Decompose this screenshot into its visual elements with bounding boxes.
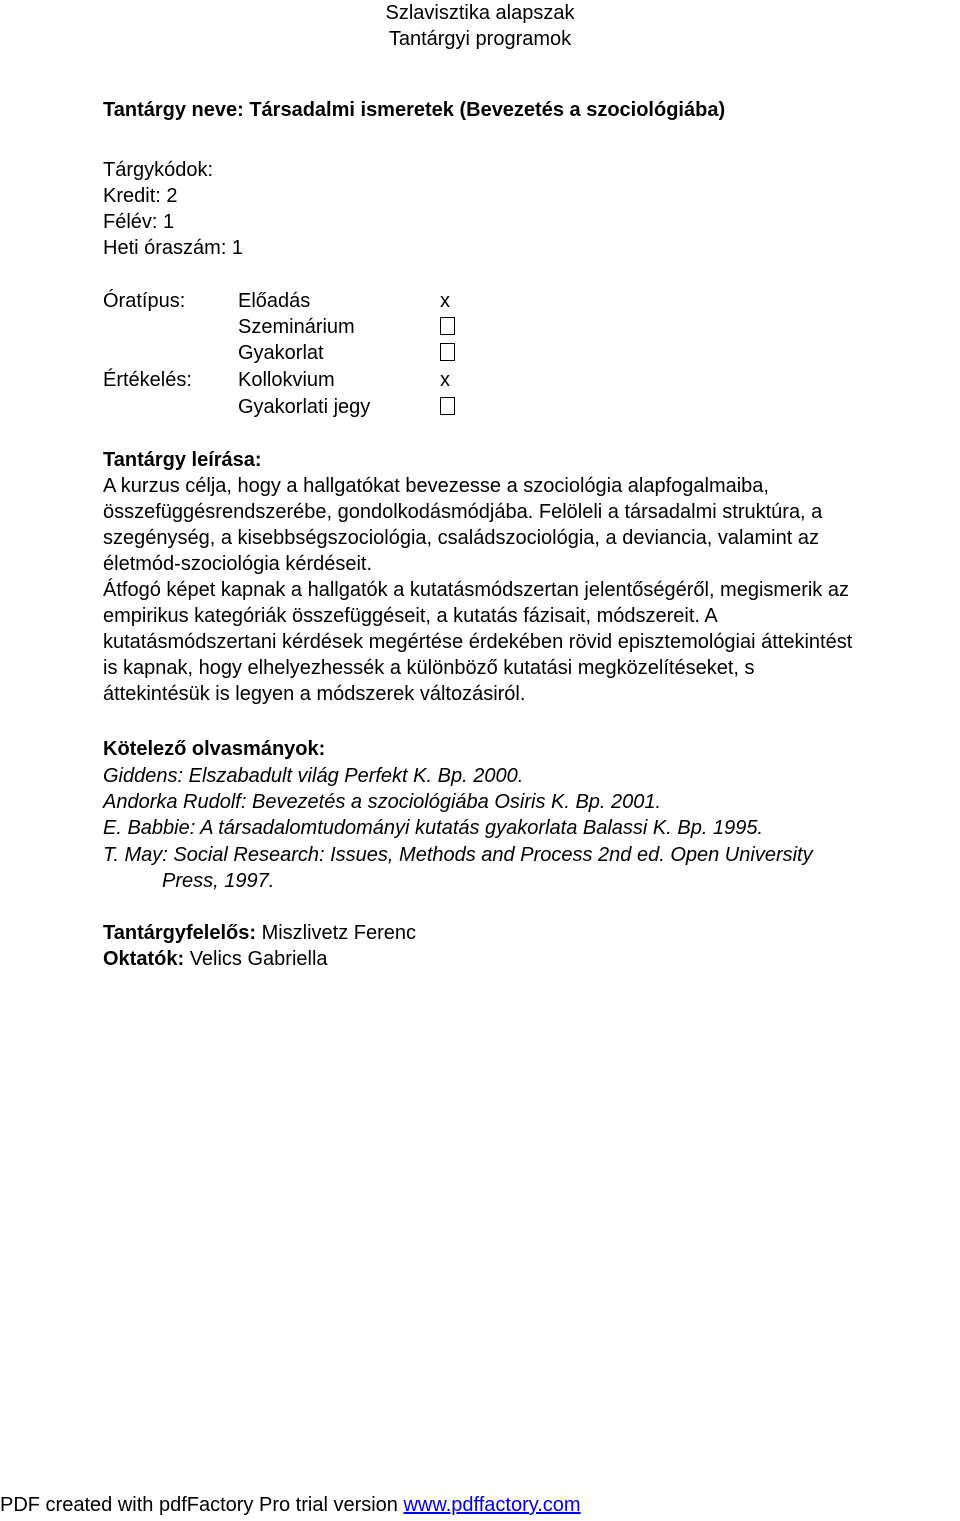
readings-heading: Kötelező olvasmányok: (103, 738, 326, 760)
reading-item: T. May: Social Research: Issues, Methods and Process 2nd ed. Open University (103, 844, 813, 866)
type-row-mark: x (440, 369, 450, 391)
description-line: Átfogó képet kapnak a hallgatók a kutatásmódszertan jelentőségéről, megismerik az (103, 579, 849, 601)
description-line: A kurzus célja, hogy a hallgatókat bevezesse a szociológia alapfogalmaiba, (103, 475, 769, 497)
course-hours: Heti óraszám: 1 (103, 237, 244, 259)
footer-link[interactable]: www.pdffactory.com (403, 1494, 581, 1516)
type-row-checkbox (440, 340, 455, 366)
course-credit: Kredit: 2 (103, 185, 178, 207)
course-codes: Tárgykódok: (103, 159, 214, 181)
description-line: összefüggésrendszerébe, gondolkodásmódjába. Felöleli a társadalmi struktúra, a (103, 501, 823, 523)
description-line: kutatásmódszertani kérdések megértése érdekében rövid episztemológiai áttekintést (103, 631, 853, 653)
description-line: empirikus kategóriák összefüggéseit, a kutatás fázisait, módszereit. A (103, 605, 718, 627)
type-row-checkbox (440, 314, 455, 340)
type-row-label: Szeminárium (238, 316, 355, 338)
type-row-label: Gyakorlat (238, 342, 324, 364)
type-row-label: Gyakorlati jegy (238, 396, 371, 418)
empty-checkbox-icon (440, 397, 455, 415)
reading-item-continuation: Press, 1997. (162, 870, 275, 892)
footer-text: PDF created with pdfFactory Pro trial version (0, 1494, 404, 1516)
empty-checkbox-icon (440, 317, 455, 335)
description-heading: Tantárgy leírása: (103, 449, 262, 471)
type-row-checkbox (440, 394, 455, 420)
type-row-mark: x (440, 290, 450, 312)
eval-label: Értékelés: (103, 369, 192, 391)
responsible-label: Tantárgyfelelős: (103, 922, 256, 944)
pdf-footer (0, 1492, 581, 1518)
description-line: szegénység, a kisebbségszociológia, családszociológia, a deviancia, valamint az (103, 527, 819, 549)
type-label: Óratípus: (103, 290, 186, 312)
empty-checkbox-icon (440, 343, 455, 361)
course-semester: Félév: 1 (103, 211, 175, 233)
type-row-label: Előadás (238, 290, 311, 312)
course-name-label: Tantárgy neve: (103, 99, 244, 121)
reading-item: E. Babbie: A társadalomtudományi kutatás gyakorlata Balassi K. Bp. 1995. (103, 817, 763, 839)
reading-item: Giddens: Elszabadult világ Perfekt K. Bp. 2000. (103, 765, 524, 787)
course-name-value: Társadalmi ismeretek (Bevezetés a szociológiába) (249, 99, 726, 121)
type-row-label: Kollokvium (238, 369, 335, 391)
description-body (103, 473, 960, 707)
responsible-value: Miszlivetz Ferenc (261, 922, 417, 944)
description-line: életmód-szociológia kérdéseit. (103, 553, 373, 575)
teachers-value: Velics Gabriella (189, 948, 328, 970)
header-line-1: Szlavisztika alapszak (385, 2, 575, 24)
description-line: áttekintésük is legyen a módszerek változásiról. (103, 683, 526, 705)
teachers-label: Oktatók: (103, 948, 185, 970)
header-line-2: Tantárgyi programok (388, 28, 572, 50)
responsible (103, 920, 416, 946)
teachers (103, 946, 328, 972)
description-line: is kapnak, hogy elhelyezhessék a különböző kutatási megközelítéseket, s (103, 657, 755, 679)
reading-item: Andorka Rudolf: Bevezetés a szociológiába Osiris K. Bp. 2001. (103, 791, 662, 813)
course-name (103, 97, 725, 123)
